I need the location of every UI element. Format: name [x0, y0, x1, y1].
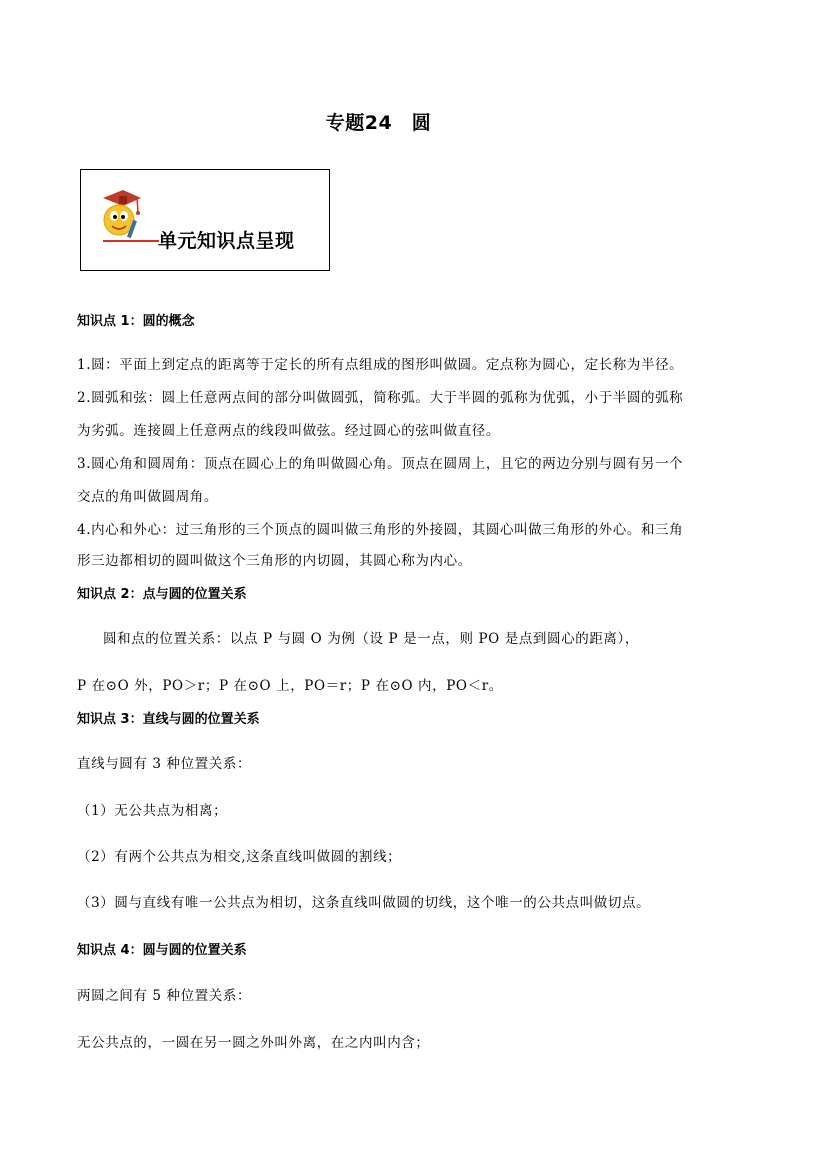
section-banner [80, 169, 330, 271]
graduation-cap-mascot-icon [97, 182, 145, 248]
section-heading: 知识点 3：直线与圆的位置关系 [77, 712, 260, 727]
text-line: 为劣弧。连接圆上任意两点的线段叫做弦。经过圆心的弦叫做直径。 [77, 423, 500, 439]
text-line: 无公共点的，一圆在另一圆之外叫外离，在之内叫内含； [77, 1035, 430, 1051]
text-line: 圆和点的位置关系：以点 P 与圆 O 为例（设 P 是一点，则 PO 是点到圆心的距离）， [103, 631, 639, 647]
text-line: （3）圆与直线有唯一公共点为相切，这条直线叫做圆的切线，这个唯一的公共点叫做切点。 [77, 895, 651, 911]
text-line: 3.圆心角和圆周角：顶点在圆心上的角叫做圆心角。顶点在圆周上，且它的两边分别与圆有另一个 [77, 456, 684, 472]
text-line: 交点的角叫做圆周角。 [77, 489, 218, 505]
section-heading: 知识点 4：圆与圆的位置关系 [77, 943, 247, 958]
text-line: 直线与圆有 3 种位置关系： [77, 756, 252, 772]
page-title: 专题24 圆 [325, 112, 432, 134]
text-line: 形三边都相切的圆叫做这个三角形的内切圆，其圆心称为内心。 [77, 553, 472, 569]
text-line: 4.内心和外心：过三角形的三个顶点的圆叫做三角形的外接圆，其圆心叫做三角形的外心。和三角 [77, 522, 684, 538]
section-heading: 知识点 2：点与圆的位置关系 [77, 587, 247, 602]
text-line: 1.圆：平面上到定点的距离等于定长的所有点组成的图形叫做圆。定点称为圆心，定长称为半径。 [77, 357, 684, 373]
text-line: P 在⊙O 外，PO＞r；P 在⊙O 上，PO＝r；P 在⊙O 内，PO＜r。 [77, 678, 503, 694]
banner-underline [103, 240, 159, 242]
banner-title: 单元知识点呈现 [158, 230, 295, 252]
section-heading: 知识点 1：圆的概念 [77, 314, 195, 329]
text-line: 两圆之间有 5 种位置关系： [77, 988, 252, 1004]
text-line: （2）有两个公共点为相交,这条直线叫做圆的割线； [77, 849, 402, 865]
text-line: （1）无公共点为相离； [77, 803, 228, 819]
text-line: 2.圆弧和弦：圆上任意两点间的部分叫做圆弧，简称弧。大于半圆的弧称为优弧，小于半圆的弧称 [77, 390, 684, 406]
